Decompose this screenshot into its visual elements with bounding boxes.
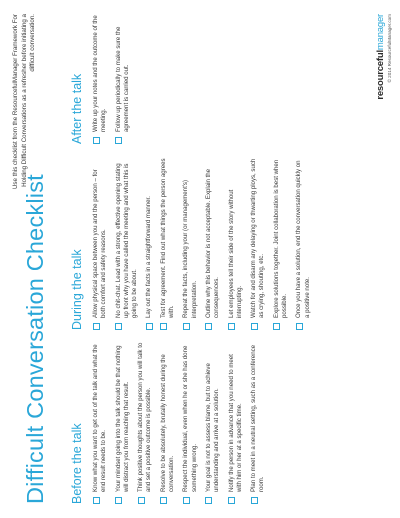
checkbox[interactable]	[205, 323, 212, 330]
checklist-item-text: Your goal is not to assess blame, but to achieve understanding and arrive at a solution.	[204, 363, 221, 492]
checklist-item	[115, 158, 140, 330]
checklist-item	[205, 158, 222, 330]
checklist-item	[92, 158, 109, 330]
checklist-item-text: Allow physical space between you and the person – for both comfort and safety reasons.	[92, 169, 108, 318]
checklist-item-text: Respect the individual, even when he or she has done something wrong.	[182, 345, 198, 492]
checkbox[interactable]	[138, 497, 145, 504]
checkbox[interactable]	[160, 323, 167, 330]
checkbox[interactable]	[251, 323, 258, 330]
checklist-item-text: Follow up periodically to make sure the agreement is carried out.	[114, 26, 130, 132]
checklist-item	[115, 10, 132, 144]
checkbox[interactable]	[296, 323, 303, 330]
checklist-item-text: Notify the person in advance that you need to meet with him or her at a specific time.	[227, 354, 243, 492]
checklist-item-text: Repeat the facts, including your (or management's) interpretation.	[182, 179, 198, 318]
checklist-item-text: Your mindset going into the talk should be that nothing will distract you from reaching that result.	[114, 345, 130, 492]
column-before-talk	[70, 342, 273, 504]
checklist-item	[92, 342, 109, 504]
checklist-item	[137, 342, 154, 504]
checklist-item-text: Watch for and disarm any delaying or thwarting ploys, such as crying, shouting, etc.	[250, 158, 266, 318]
checklist-item	[228, 158, 245, 330]
column-after-talk	[70, 10, 137, 144]
checklist-item-text: Once you have a solution, end the conversation quickly on a positive note.	[295, 160, 311, 318]
page-title: Difficult Conversation Checklist	[22, 174, 48, 504]
checklist-item-text: No chit-chat. Lead with a strong, effective opening stating up front why you have called the meeting and what this is going to be about.	[114, 163, 139, 318]
checklist-item-text: Resolve to be absolutely, brutally honest during the conversation.	[159, 354, 176, 492]
checkbox[interactable]	[146, 323, 153, 330]
intro-text: Use this checklist from the ResourcefulManager Framework For Holding Difficult Conversations as a refresher before initiating a difficult conversation.	[12, 14, 37, 190]
checkbox[interactable]	[115, 323, 122, 330]
checklist-item-text: Let employees tell their side of the story without interrupting.	[227, 189, 243, 318]
checkbox[interactable]	[115, 137, 122, 144]
checkbox[interactable]	[93, 137, 100, 144]
checkbox[interactable]	[228, 497, 235, 504]
checklist-item-text: Explore solutions together. Joint collaboration is best when possible.	[272, 159, 289, 318]
checklist-item	[92, 10, 109, 144]
column-heading: After the talk	[70, 73, 84, 144]
checklist-item	[205, 342, 222, 504]
brand-logo	[375, 14, 386, 100]
logo-text-accent: manager	[375, 14, 386, 51]
checkbox[interactable]	[93, 323, 100, 330]
checklist-item	[160, 342, 177, 504]
column-heading: During the talk	[70, 249, 84, 330]
checkbox[interactable]	[160, 497, 167, 504]
checklist-item	[160, 158, 177, 330]
checkbox[interactable]	[183, 497, 190, 504]
footer	[375, 14, 392, 100]
checklist-item-text: Know what you want to get out of the talk and what the end result needs to be.	[92, 344, 108, 492]
checklist-item	[182, 158, 199, 330]
checklist-item-text: Write up your notes and the outcome of the meeting.	[92, 15, 108, 132]
checklist-item	[295, 158, 312, 330]
checkbox[interactable]	[273, 323, 280, 330]
copyright-text: © 2014 ResourcefulManager.com	[387, 14, 392, 83]
checklist-item	[228, 342, 245, 504]
checklist-item	[145, 158, 153, 330]
checkbox[interactable]	[205, 497, 212, 504]
checkbox[interactable]	[228, 323, 235, 330]
checklist-item-text: Lay out the facts in a straightforward manner.	[145, 196, 153, 318]
checklist-item	[250, 158, 267, 330]
checkbox[interactable]	[183, 323, 190, 330]
checklist-item-text: Test for agreement. Find out what things the person agrees with.	[159, 158, 176, 318]
checklist-item	[182, 342, 199, 504]
checkbox[interactable]	[251, 497, 258, 504]
checklist-item-text: Plan to meet in a neutral setting, such as a conference room.	[250, 344, 266, 492]
column-heading: Before the talk	[70, 423, 84, 504]
checklist-item-text: Outline why this behavior is not acceptable. Explain the consequences.	[204, 168, 221, 318]
checklist-item-text: Think positive thoughts about the person you will talk to and set a positive outcome is possible.	[137, 342, 153, 492]
logo-text-main: resourceful	[375, 50, 386, 100]
checklist-item	[273, 158, 290, 330]
checklist-item	[115, 342, 132, 504]
checkbox[interactable]	[115, 497, 122, 504]
column-during-talk	[70, 158, 318, 330]
checkbox[interactable]	[93, 497, 100, 504]
checklist-item	[250, 342, 267, 504]
